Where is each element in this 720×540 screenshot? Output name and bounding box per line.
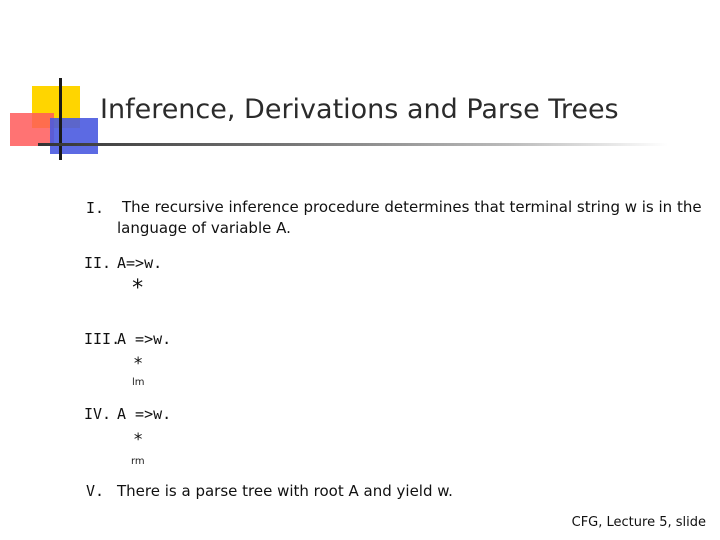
item-4-derivation: A =>w. [117,405,172,423]
item-1-number: I. [86,199,105,217]
item-2-number: II. [84,254,112,272]
title-underline [38,143,668,146]
slide-footer: CFG, Lecture 5, slide [571,515,706,530]
item-3-star: * [133,354,144,374]
item-1-text-line2: language of variable A. [117,219,291,237]
item-2-derivation: A=>w. [117,254,163,272]
decorative-vertical-line [59,78,62,160]
item-5-text: There is a parse tree with root A and yield w. [117,482,453,500]
item-4-number: IV. [84,405,112,423]
decorative-blue-square [50,118,98,154]
item-3-subscript: lm [132,377,145,388]
item-3-number: III. [84,330,121,348]
decorative-red-square [10,113,54,146]
item-2-star: * [131,276,145,301]
slide-title: Inference, Derivations and Parse Trees [100,94,619,125]
item-1-text-line1: The recursive inference procedure determines that terminal string w is in the [122,198,702,216]
item-4-star: * [133,430,144,450]
item-4-subscript: rm [131,456,145,467]
item-5-number: V. [86,482,105,500]
item-3-derivation: A =>w. [117,330,172,348]
